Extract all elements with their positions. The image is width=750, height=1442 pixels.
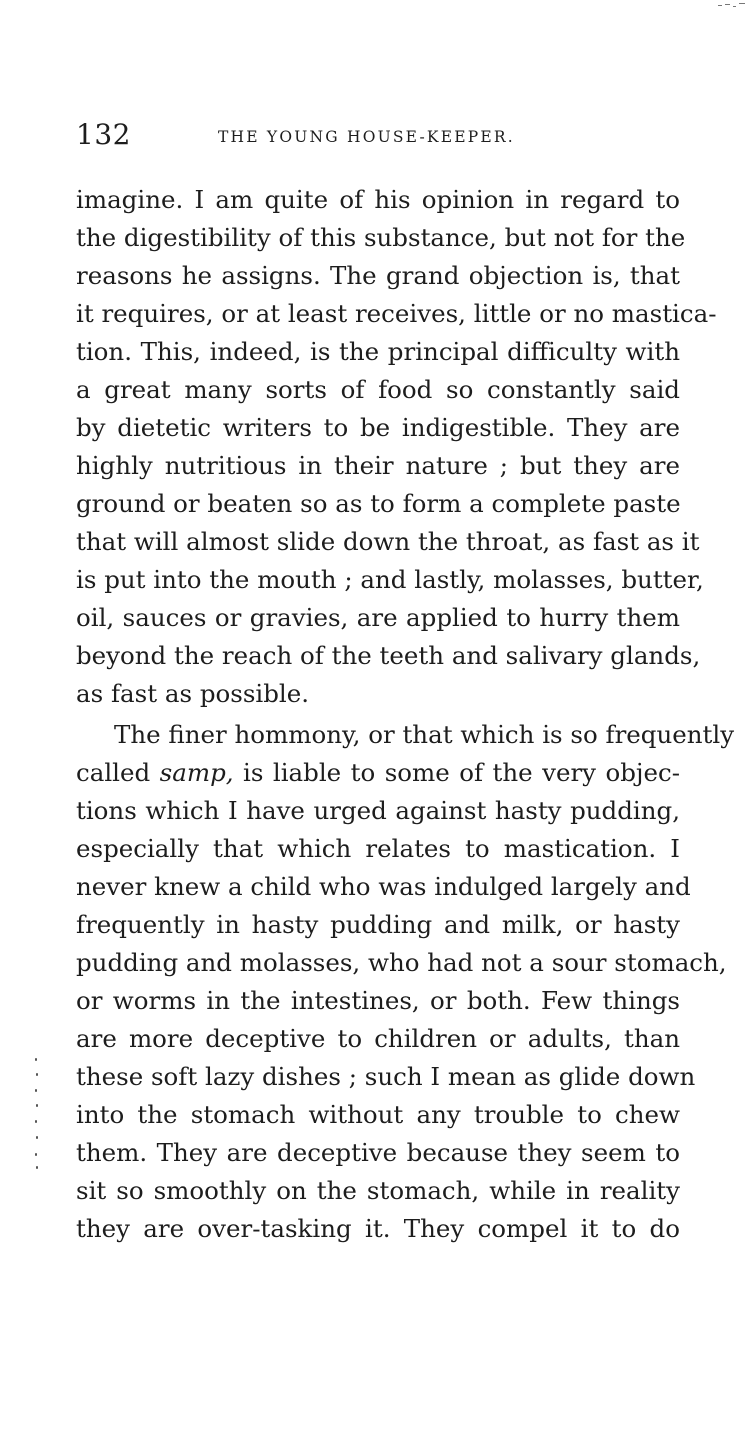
- text-line: tion. This, indeed, is the principal difficulty with: [76, 337, 680, 366]
- text-line: it requires, or at least receives, little or no mastica-: [76, 299, 717, 328]
- text-line: oil, sauces or gravies, are applied to hurry them: [76, 603, 680, 632]
- margin-marks: [34, 1058, 40, 1170]
- text-line: into the stomach without any trouble to chew: [76, 1100, 680, 1129]
- text-line: especially that which relates to mastication. I: [76, 834, 680, 863]
- page-header: [76, 118, 676, 152]
- text-line: a great many sorts of food so constantly said: [76, 375, 680, 404]
- running-head: THE YOUNG HOUSE-KEEPER.: [218, 128, 515, 146]
- page-number: 132: [76, 118, 131, 151]
- paragraph-1: [76, 181, 717, 713]
- body-text: [76, 181, 735, 1248]
- text-line: beyond the reach of the teeth and salivary glands,: [76, 641, 701, 670]
- text-line: are more deceptive to children or adults, than: [76, 1024, 680, 1053]
- text-line: these soft lazy dishes ; such I mean as glide down: [76, 1062, 696, 1091]
- text-line: ground or beaten so as to form a complete paste: [76, 489, 681, 518]
- text-line: sit so smoothly on the stomach, while in reality: [76, 1176, 680, 1205]
- text-line: highly nutritious in their nature ; but they are: [76, 451, 680, 480]
- text-line: or worms in the intestines, or both. Few things: [76, 986, 680, 1015]
- italic-term: samp,: [159, 758, 234, 787]
- text-line: reasons he assigns. The grand objection is, that: [76, 261, 680, 290]
- text-run: is liable to some of the very objec-: [233, 758, 680, 787]
- text-line: they are over-tasking it. They compel it to do: [76, 1214, 680, 1243]
- text-line: by dietetic writers to be indigestible. They are: [76, 413, 680, 442]
- text-run: called: [76, 758, 160, 787]
- corner-speck: [718, 2, 748, 10]
- paragraph-2: [76, 716, 735, 1248]
- text-line: never knew a child who was indulged largely and: [76, 872, 691, 901]
- text-line: is put into the mouth ; and lastly, molasses, butter,: [76, 565, 704, 594]
- text-line: pudding and molasses, who had not a sour stomach,: [76, 948, 727, 977]
- text-line: The finer hommony, or that which is so frequently: [114, 720, 735, 749]
- text-line: them. They are deceptive because they seem to: [76, 1138, 680, 1167]
- text-line: tions which I have urged against hasty pudding,: [76, 796, 680, 825]
- text-line: the digestibility of this substance, but not for the: [76, 223, 686, 252]
- text-line: imagine. I am quite of his opinion in regard to: [76, 185, 680, 214]
- text-line-with-italic: [76, 754, 680, 792]
- text-line: frequently in hasty pudding and milk, or hasty: [76, 910, 680, 939]
- text-line: as fast as possible.: [76, 679, 310, 708]
- text-line: that will almost slide down the throat, as fast as it: [76, 527, 700, 556]
